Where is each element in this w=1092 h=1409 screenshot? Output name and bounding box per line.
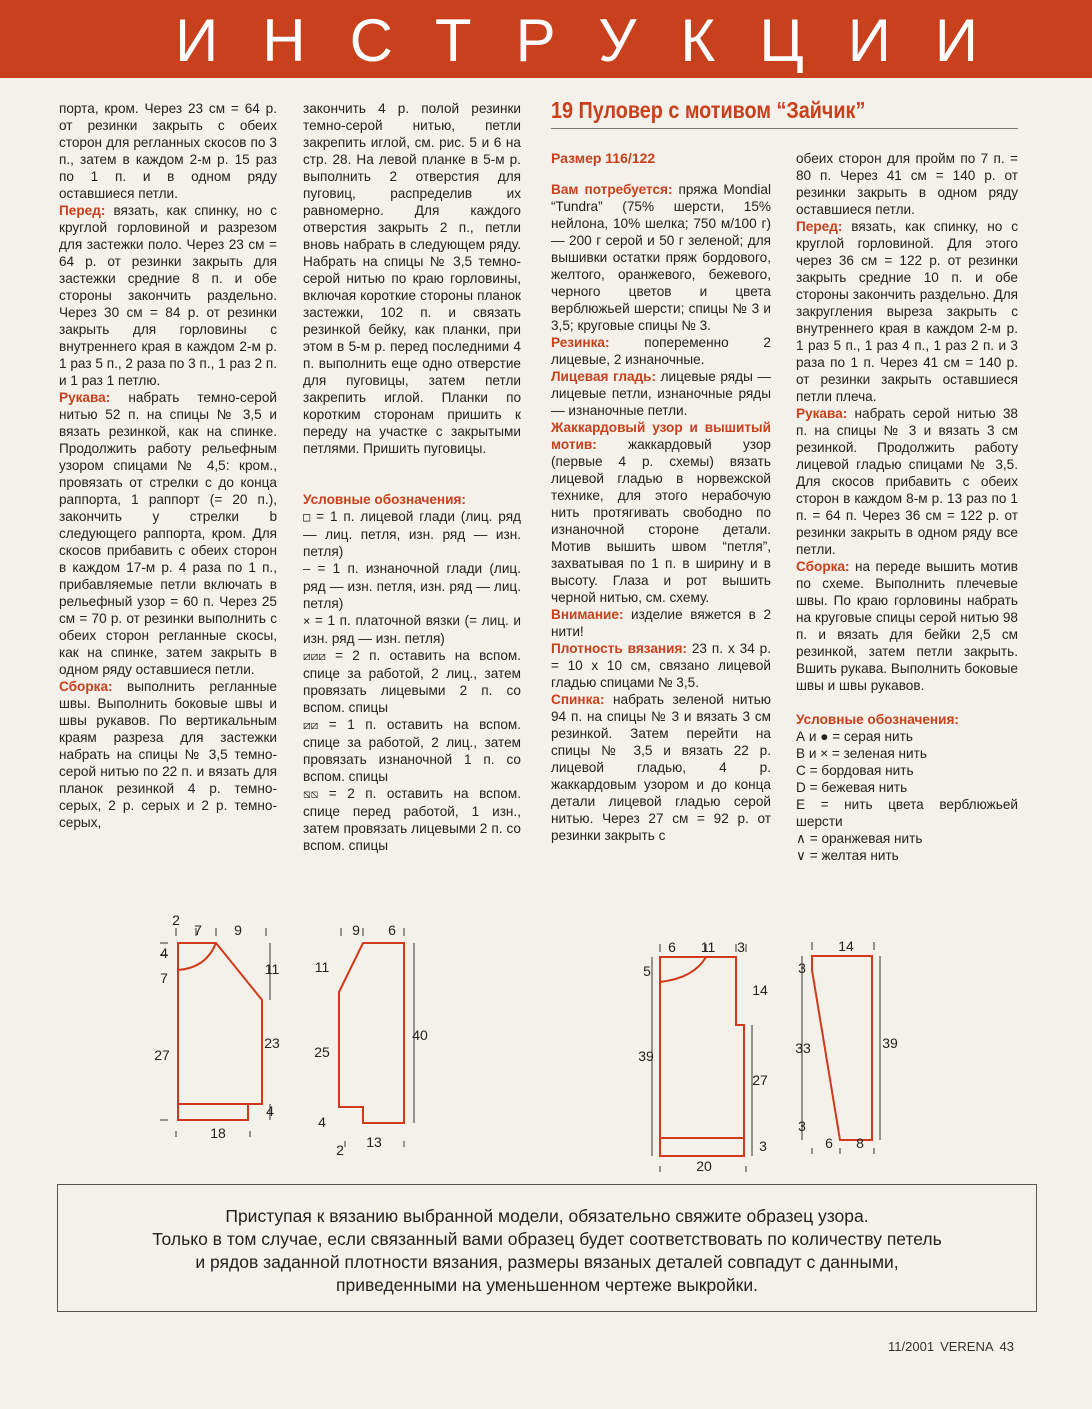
dim-label: 2	[172, 912, 180, 928]
paragraph: Жаккардовый узор и вышитый мотив: жаккардовый узор (первые 4 р. схемы) вязать лицевой гладью в норвежской технике, для этого нерабочую нить протягивать свободно по изнаночной стороне детали. Мотив вышить швом “петля”, захватывая по 1 п. в ширину и в высоту. Глаза и рот вышить черной нитью, см. схему.	[551, 420, 771, 605]
diagram-3-body-outline	[660, 957, 744, 1156]
magazine-name: VERENA	[940, 1339, 994, 1354]
dim-label: 2	[336, 1142, 344, 1158]
diagram-2-sleeve-outline	[339, 943, 404, 1123]
dim-label: 6	[668, 939, 676, 955]
article-title: 19 Пуловер с мотивом “Зайчик”	[551, 97, 866, 123]
notice-text: Приступая к вязанию выбранной модели, обязательно свяжите образец узора. Только в том случае, если связанный вами образец будет соответствовать по количеству петель и рядов заданной плотности вязания, размеры вязаных деталей совпадут с данными, приведенными на уменьшенном чертеже выкройки.	[152, 1206, 942, 1295]
diagram-1-pieces	[178, 943, 262, 1120]
dim-label: 7	[194, 922, 202, 938]
page-footer	[882, 1339, 1014, 1354]
diagram-1-neckline	[178, 943, 216, 970]
dim-label: 4	[266, 1103, 274, 1119]
dim-label: 6	[825, 1135, 833, 1151]
dim-label: 4	[160, 945, 168, 961]
dim-label: 6	[388, 922, 396, 938]
paragraph: обеих сторон для пройм по 7 п. = 80 п. Через 41 см = 140 р. от резинки закрыть в одном ряду оставшиеся петли.	[796, 151, 1018, 217]
legend-item: ⧄⧄⧄ = 2 п. оставить на вспом. спице за работой, 2 лиц., затем провязать лицевыми 2 п. со вспом. спицы	[303, 648, 521, 715]
legend-item: А и ● = серая нить	[796, 729, 913, 744]
legend-item: ∧ = оранжевая нить	[796, 831, 923, 846]
section-title: ИНСТРУКЦИИ	[175, 7, 1022, 74]
paragraph: Плотность вязания: 23 п. х 34 р. = 10 х 10 см, связано лицевой гладью спицами № 3,5.	[551, 641, 772, 690]
dim-label: 3	[759, 1138, 767, 1154]
diagram-3-pieces	[660, 957, 744, 1156]
paragraph: Спинка: набрать зеленой нитью 94 п. на спицы № 3 и вязать 3 см резинкой. Затем перейти на спицы № 3,5 и вязать 22 р. лицевой гладью, 4 р. жаккардовым узором и до конца детали лицевой гладью серой нитью. Через 27 см = 92 р. от резинки закрыть с	[551, 692, 771, 843]
dim-label: 11	[314, 959, 330, 975]
diagram-4-pieces	[812, 956, 872, 1140]
paragraph: Рукава: набрать темно-серой нитью 52 п. на спицы № 3,5 и вязать резинкой, как на спинке. Продолжить работу рельефным узором спицами № 4,5: кром., провязать от стрелки c до конца раппорта, 1 раппорт (= 20 п.), закончить у стрелки b следующего раппорта, кром. Для скосов прибавить с обеих сторон в каждом 17-м р. 4 раза по 1 п., прибавляемые петли включать в рельефный узор = 60 п. Через 25 см = 70 р. от резинки выполнить с обеих сторон регланные скосы, как на спинке, затем закрыть в одном ряду оставшиеся петли.	[59, 390, 277, 677]
page-number: 43	[999, 1339, 1014, 1354]
dim-label: 18	[210, 1125, 226, 1141]
dim-label: 39	[882, 1035, 898, 1051]
dim-label: 40	[412, 1027, 428, 1043]
paragraph: закончить 4 р. полой резинки темно-серой нитью, петли закрепить иглой, см. рис. 5 и 6 на стр. 28. На левой планке в 5-м р. выполнить 2 отверстия для пуговиц, распределив их равномерно. Для каждого отверстия закрыть 2 п., петли вновь набрать в следующем ряду. Набрать на спицы № 3,5 темно-серой нитью по краю горловины, включая короткие стороны планок застежки, 102 п. и связать резинкой бейку, как планки, при этом в 5-м р. перед последними 4 п. выполнить еще одно отверстие для пуговицы, затем петли закрепить иглой. Планки по коротким сторонам пришить к переду на участке с закрытыми петлями. Пришить пуговицы.	[303, 101, 521, 456]
diagram-4-labels	[795, 938, 898, 1151]
dim-label: 25	[314, 1044, 330, 1060]
dim-label: 11	[264, 961, 280, 977]
diagram-2-pieces	[339, 943, 404, 1123]
paragraph: Внимание: изделие вяжется в 2 нити!	[551, 607, 771, 639]
dim-label: 33	[795, 1040, 811, 1056]
legend-item: □ = 1 п. лицевой глади (лиц. ряд — лиц. петля, изн. ряд — изн. петля)	[303, 509, 521, 559]
dim-label: 9	[352, 922, 360, 938]
diagram-3-neckline	[660, 957, 706, 982]
issue-date: 11/2001	[888, 1339, 935, 1354]
dim-label: 23	[264, 1035, 280, 1051]
dim-label: 3	[798, 1118, 806, 1134]
legend-item: — = 1 п. изнаночной глади (лиц. ряд — изн. петля, изн. ряд — лиц. петля)	[303, 561, 521, 611]
dim-label: 8	[856, 1135, 864, 1151]
dim-label: 9	[234, 922, 242, 938]
dim-label: 27	[752, 1072, 768, 1088]
dim-label: 3	[798, 960, 806, 976]
legend-title: Условные обозначения:	[303, 492, 466, 507]
paragraph: Перед: вязать, как спинку, но с круглой горловиной и разрезом для застежки поло. Через 23 см = 64 р. от резинки закрыть для застежки средние 8 п. и обе стороны закончить раздельно. Через 30 см = 84 р. от резинки закрыть для горловины с внутреннего края в каждом 2-м р. 1 раз 5 п., 2 раза по 3 п., 1 раз 2 п. и 1 раз 1 петлю.	[59, 203, 277, 388]
dim-label: 39	[638, 1048, 654, 1064]
dim-label: 13	[366, 1134, 382, 1150]
paragraph: Рукава: набрать серой нитью 38 п. на спицы № 3 и вязать 3 см резинкой. Продолжить работу лицевой гладью спицами № 3,5. Для скосов прибавить с обеих сторон в каждом 8-м р. 13 раз по 1 п. = 64 п. Через 36 см = 122 р. от резинки закрыть в одном ряду все петли.	[796, 406, 1018, 557]
paragraph: порта, кром. Через 23 см = 64 р. от резинки закрыть с обеих сторон для регланных скосов по 3 п., затем в каждом 2-м р. 15 раз по 1 п. и в одном ряду оставшиеся петли.	[59, 101, 277, 201]
legend-item: В и × = зеленая нить	[796, 746, 927, 761]
legend-item: ∨ = желтая нить	[796, 848, 899, 863]
legend-item: ⧄⧄ = 1 п. оставить на вспом. спице за работой, 2 лиц., затем провязать изнаночной 1 п. со вспом. спицы	[303, 717, 521, 784]
legend-item: × = 1 п. платочной вязки (= лиц. и изн. ряд — изн. петля)	[303, 613, 521, 646]
paragraph: Сборка: выполнить регланные швы. Выполнить боковые швы и швы рукавов. По вертикальным краям разреза для застежки набрать на спицы № 3,5 темно-серой нитью по 22 п. и вязать для планок резинкой 4 р. темно-серых, 2 р. серых и 2 р. темно-серых,	[59, 679, 277, 830]
dim-label: 27	[154, 1047, 170, 1063]
legend-item: С = бордовая нить	[796, 763, 914, 778]
paragraph: Сборка: на переде вышить мотив по схеме. Выполнить плечевые швы. По краю горловины набрать на круговые спицы серой нитью 98 п. и вязать для бейки 2,5 см резинкой, затем петли закрыть. Вшить рукава. Выполнить боковые швы и швы рукавов.	[796, 559, 1018, 693]
dim-label: 11	[700, 939, 716, 955]
paragraph: Резинка: попеременно 2 лицевые, 2 изнаночные.	[551, 335, 771, 367]
paragraph: Вам потребуется: пряжа Mondial “Tundra” (75% шерсти, 15% нейлона, 10% шелка; 750 м/100 г) — 200 г серой и 50 г зеленой; для вышивки остатки пряж бордового, желтого, оранжевого, бежевого, черного цветов и цвета верблюжьей шерсти; спицы № 3 и 3,5; круговые спицы № 3.	[551, 182, 771, 333]
paragraph: Лицевая гладь: лицевые ряды — лицевые петли, изнаночные ряды — изнаночные петли.	[551, 369, 772, 418]
notice-box	[57, 1184, 1037, 1312]
legend-item: ⧅⧅ = 2 п. оставить на вспом. спице перед работой, 1 изн., затем провязать лицевыми 2 п. со вспом. спицы	[303, 786, 521, 853]
dim-label: 5	[643, 963, 651, 979]
diagram-4-sleeve-outline	[812, 956, 872, 1140]
dim-label: 4	[318, 1114, 326, 1130]
diagram-1-body-outline	[178, 943, 262, 1120]
dim-label: 7	[160, 970, 168, 986]
dim-label: 3	[737, 939, 745, 955]
legend-item: D = бежевая нить	[796, 780, 908, 795]
size-label: Размер 116/122	[551, 150, 656, 166]
legend-title: Условные обозначения:	[796, 712, 959, 727]
dim-label: 14	[838, 938, 854, 954]
dim-label: 14	[752, 982, 768, 998]
legend-item: Е = нить цвета верблюжьей шерсти	[796, 797, 1018, 829]
paragraph: Перед: вязать, как спинку, но с круглой горловиной. Для этого через 36 см = 122 р. от резинки закрыть средние 10 п. и обе стороны закончить раздельно. Для закругления выреза закрыть с внутреннего края в каждом 2-м р. 1 раз 5 п., 1 раз 4 п., 1 раз 2 п. и 3 раза по 1 п. Через 41 см = 140 р. от резинки закрыть оставшиеся петли плеча.	[796, 219, 1018, 404]
dim-label: 20	[696, 1158, 712, 1174]
